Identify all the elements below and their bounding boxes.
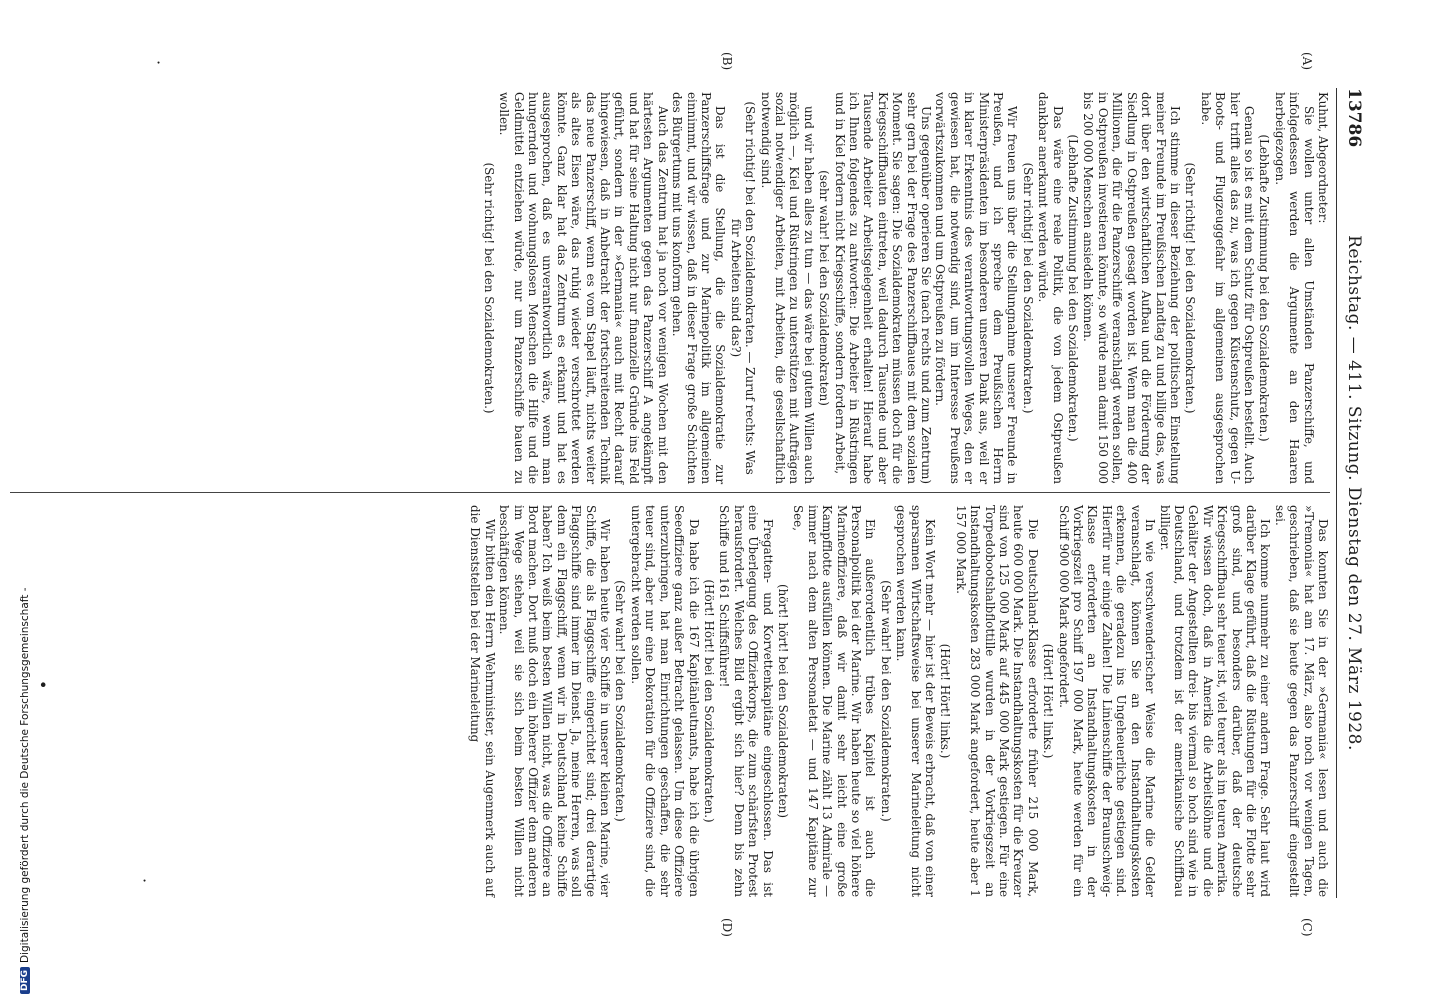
margin-marker-d: (D) (720, 918, 734, 937)
margin-marker-c: (C) (1300, 918, 1314, 937)
paragraph: und wir haben alles zu tun — das wäre bei gutem Willen auch möglich —, Kiel und Rüstringen zu unterstützen mit Aufträgen sozial notwendiger Arbeiten, mit Arbeiten, die gesellschaftlich notwendig sind. (758, 92, 816, 484)
interjection: (Sehr richtig! bei den Sozialdemokraten.) (481, 162, 496, 414)
scan-speck: • (33, 680, 52, 690)
digitization-credit (0, 0, 31, 1000)
paragraph: Kein Wort mehr — hier ist der Beweis erbracht, daß von einer sparsamen Wirtschaftsweise bei unserer Marineleitung nicht gesprochen werden kann. (894, 505, 938, 897)
paragraph: Das ist die Stellung, die die Sozialdemokratie zur Panzerschiffsfrage und zur Marinepolitik im allgemeinen einnimmt, und wir wissen, daß in dieser Frage große Schichten des Bürgertums mit uns konform gehen. (670, 92, 728, 484)
left-text-column (480, 92, 1330, 484)
interjection: (Hört! Hört! links.) (938, 643, 953, 759)
paragraph: Auch das Zentrum hat ja noch vor wenigen Wochen mit den härtesten Argumenten gegen das Panzerschiff A angekämpft und hat für seine Haltung nicht nur finanzielle Gründe ins Feld geführt, sondern in der »Germania« auch mit Recht darauf hingewiesen, daß in Anbetracht der fortschreitenden Technik das neue Panzerschiff, wenn es vom Stapel läuft, nichts weiter als altes Eisen wäre, das ruhig wieder verschrottet werden könnte. Ganz klar hat das Zentrum es erkannt und hat es ausgesprochen, daß es unverantwortlich wäre, wenn man hungernden und wohnungslosen Menschen die Hilfe und die Geldmittel entziehen würde, nur um Panzerschiffe bauen zu wollen. (497, 92, 670, 484)
interjection: (Lebhafte Zustimmung bei den Sozialdemokraten.) (1066, 134, 1081, 442)
paragraph: Ein außerordentlich trübes Kapitel ist auch die Personalpolitik bei der Marine. Wir haben heute so viel höhere Marineoffiziere, daß wir damit sehr leicht eine große Kampfflotte ausfüllen können. Die Marine zählt 13 Admirale — immer nach dem alten Personaletat — und 147 Kapitäne zur See, (791, 505, 878, 897)
interjection: (Sehr wahr! bei den Sozialdemokraten.) (878, 580, 893, 822)
paragraph: Wir freuen uns über die Stellungnahme unserer Freunde in Preußen, und ich spreche dem Preußischen Herrn Ministerpräsidenten im besonderen unseren Dank aus, weil er in klarer Erkenntnis des verantwortungsvollen Weges, den er gewiesen hat, die notwendig sind, um im Interesse Preußens vorwärtszukommen und um Ostpreußen zu fördern. (933, 92, 1020, 484)
interjection: (Sehr richtig! bei den Sozialdemokraten.) (1183, 162, 1198, 414)
interjection: (Hört! Hört! bei den Sozialdemokraten.) (701, 579, 716, 823)
paragraph: Wir bitten den Herrn Wehrminister, sein Augenmerk auch auf die Dienststellen bei der Marineleitung (468, 505, 497, 897)
interjection: (Hört! Hört! links.) (1041, 643, 1056, 759)
dfg-logo-icon: DFG (20, 967, 30, 994)
column-separator (10, 492, 1330, 493)
paragraph: Wir haben heute vier Schiffe in unserer kleinen Marine, vier Schiffe, die als Flaggschiffe eingerichtet sind; drei derartige Flaggschiffe sind immer im Dienst. Ja, meine Herren, was soll denn ein Flaggschiff, wenn wir in Deutschland keine Schiffe haben? Ich weiß beim besten Willen nicht, was die Offiziere an Bord machen. Dort muß doch ein höherer Offizier dem anderen im Wege stehen, weil sie sich beim besten Willen nicht beschäftigen können. (497, 505, 613, 897)
paragraph: Das konnten Sie in der »Germania« lesen und auch die »Tremonia« hat am 17. März, also noch vor wenigen Tagen, geschrieben, daß sie heute gegen das Panzerschiff eingestellt sei. (1272, 505, 1330, 897)
header-rule (1336, 88, 1337, 898)
paragraph: Ich stimme in dieser Beziehung der politischen Einstellung meiner Freunde im Preußischen Landtag zu und billige das, was dort über den wirtschaftlichen Aufbau und die Förderung der Siedlung in Ostpreußen gesagt worden ist. Wenn man die 400 Millionen, die für die Panzerschiffe veranschlagt werden sollen, in Ostpreußen investieren könnte, so würde man damit 150 000 bis 200 000 Menschen ansiedeln können. (1081, 92, 1182, 484)
page-header (1338, 88, 1364, 898)
paragraph: Uns gegenüber operieren Sie (nach rechts und zum Zentrum) sehr gern bei der Frage des Panzerschiffbaues mit dem sozialen Moment. Sie sagen: Die Sozialdemokraten müssen doch für die Kriegsschiffbauten eintreten, weil dadurch Tausende und aber Tausende Arbeiter Arbeitsgelegenheit erhalten! Hierauf habe ich Ihnen folgendes zu antworten: Die Arbeiter in Rüstringen und in Kiel fordern nicht Kriegsschiffe, sondern fordern Arbeit, (832, 92, 934, 484)
page-title: Reichstag. — 411. Sitzung. Dienstag den 27. März 1928. (1344, 235, 1364, 751)
interjection: (Sehr richtig! bei den Sozialdemokraten. — Zuruf rechts: Was für Arbeiten sind das?) (728, 101, 758, 475)
scan-speck: · (135, 878, 154, 884)
credit-text: Digitalisierung gefördert durch die Deutsche Forschungsgemeinschaft - (19, 587, 31, 963)
interjection: (sehr wahr! bei den Sozialdemokraten) (817, 170, 832, 406)
paragraph: Da habe ich die 167 Kapitänleutnants, habe ich die übrigen Seeoffiziere ganz außer Betracht gelassen. Um diese Offiziere unterzubringen, hat man Einrichtungen geschaffen, die sehr teuer sind, aber nur eine Dekoration für die Offiziere sind, die untergebracht werden sollen. (628, 505, 701, 897)
paragraph: In wie verschwenderischer Weise die Marine die Gelder veranschlagt, können Sie an den Instandhaltungskosten erkennen, die geradezu ins Ungeheuerliche gestiegen sind. Hierfür nur einige Zahlen! Die Linienschiffe der Braunschweig-Klasse erforderten an Instandhaltungskosten in der Vorkriegszeit pro Schiff 197 000 Mark, heute werden für ein Schiff 900 000 Mark angefordert. (1056, 505, 1158, 897)
interjection: (Sehr wahr! bei den Sozialdemokraten.) (613, 580, 628, 822)
margin-marker-b: (B) (720, 52, 734, 71)
paragraph: Das wäre eine reale Politik, die von jedem Ostpreußen dankbar anerkannt werden würde. (1036, 92, 1065, 484)
paragraph: Ich komme nunmehr zu einer andern Frage. Sehr laut wird darüber Klage geführt, daß die Rüstungen für die Flotte sehr groß sind, und besonders darüber, daß der deutsche Kriegsschiffbau sehr teuer ist, viel teurer als im teuren Amerika. Wir wissen doch, daß in Amerika die Arbeitslöhne und die Gehälter der Angestellten drei- bis viermal so hoch sind wie in Deutschland, und trotzdem ist der amerikanische Schiffbau billiger. (1157, 505, 1273, 897)
interjection: (Lebhafte Zustimmung bei den Sozialdemokraten.) (1257, 134, 1272, 442)
page-number: 13786 (1344, 88, 1364, 148)
interjection: (hört! hört! bei den Sozialdemokraten) (775, 583, 790, 819)
scan-speck: · (149, 60, 168, 66)
paragraph: Kuhnt, Abgeordneter: (1316, 92, 1330, 224)
paragraph: Genau so ist es mit dem Schutz für Ostpreußen bestellt. Auch hier trifft alles das zu, was ich gegen Küstenschutz, gegen U-Boots- und Flugzeuggefahr im allgemeinen ausgesprochen habe. (1198, 92, 1256, 484)
paragraph: Die Deutschland-Klasse erforderte früher 215 000 Mark, heute 600 000 Mark. Die Instandhaltungskosten für die Kreuzer sind von 125 000 Mark auf 445 000 Mark gestiegen. Für eine Torpedobootshalbflottille wurden in der Vorkriegszeit an Instandhaltungskosten 283 000 Mark angefordert, heute aber 1 157 000 Mark. (953, 505, 1040, 897)
right-text-column (468, 505, 1330, 897)
paragraph: Fregatten- und Korvettenkapitäne eingeschlossen. Das ist eine Überlegung des Offizierkorps, die zum schärfsten Protest herausfordert. Welches Bild ergibt sich hier? Denn bis zehn Schiffe und 161 Schiffsführer! (717, 505, 775, 897)
margin-marker-a: (A) (1300, 52, 1314, 71)
paragraph: Sie wollen unter allen Umständen Panzerschiffe, und infolgedessen werden die Argumente an den Haaren herbeigezogen. (1272, 92, 1316, 484)
interjection: (Sehr richtig! bei den Sozialdemokraten.) (1020, 162, 1035, 414)
